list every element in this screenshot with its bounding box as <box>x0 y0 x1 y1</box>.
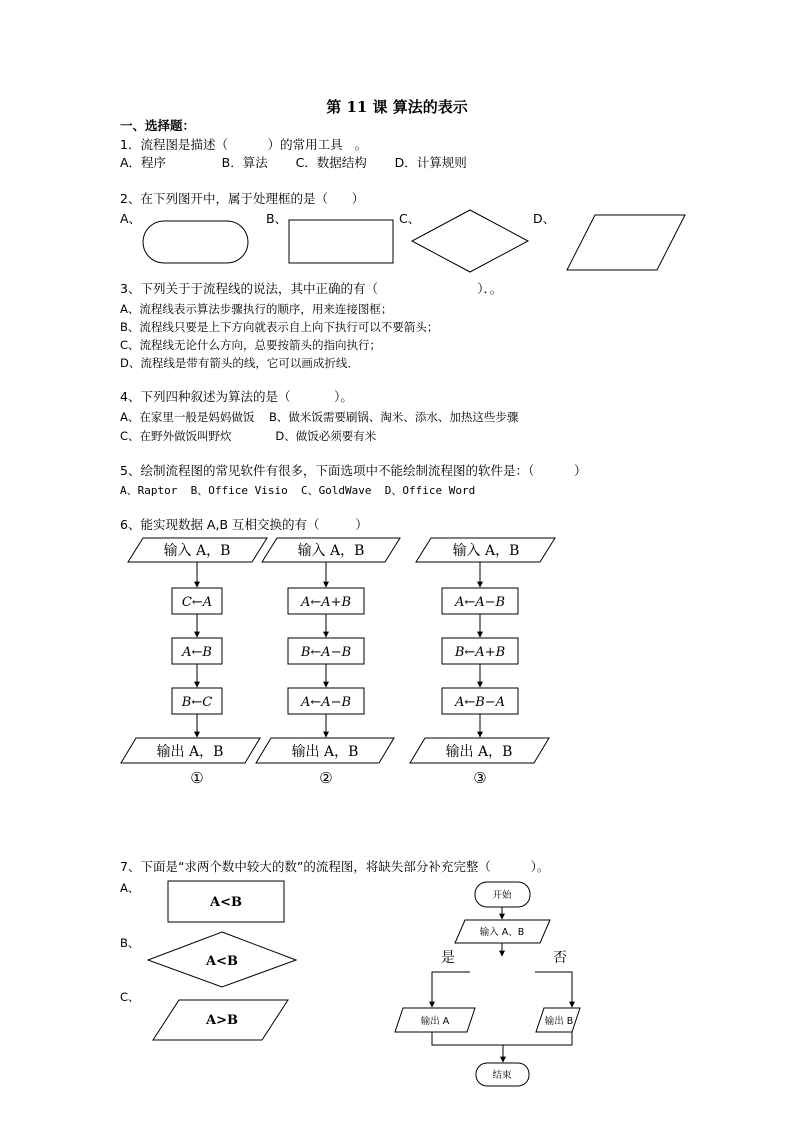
q7-flow-end: 结束 <box>492 1070 512 1081</box>
q6-chart-3-step-1: A←A−B <box>454 595 506 610</box>
q7-flow-start: 开始 <box>492 890 512 901</box>
q7-flowchart <box>0 870 794 1110</box>
q6-chart-2-output: 输出 A，B <box>291 744 359 760</box>
q6-chart-3-mark: ③ <box>473 769 487 787</box>
q4-stem: 4、下列四种叙述为算法的是（ ）。 <box>120 389 353 404</box>
q2-process-shape <box>289 220 393 263</box>
q1-options: A．程序 B．算法 C．数据结构 D．计算规则 <box>120 155 467 170</box>
q6-chart-1-step-2: A←B <box>182 645 212 660</box>
q3-option-a: A、流程线表示算法步骤执行的顺序，用来连接图框； <box>120 302 393 316</box>
q4-options-row2: C、在野外做饭叫野炊 D、做饭必须要有米 <box>120 429 377 443</box>
q6-chart-3 <box>410 538 555 787</box>
section-heading: 一、选择题： <box>120 118 196 133</box>
q7-flow-yes: 是 <box>441 950 455 966</box>
q6-chart-2-input: 输入 A，B <box>297 543 365 559</box>
q3-option-d: D、流程线是带有箭头的线，它可以画成折线． <box>120 356 359 370</box>
q2-io-shape <box>567 215 685 270</box>
q7-flow-output-a: 输出 A <box>420 1016 450 1027</box>
q6-chart-1-output: 输出 A，B <box>156 744 224 760</box>
q7-option-b-label: B、 <box>120 936 140 950</box>
q2-label-a: A、 <box>120 211 142 226</box>
q7-stem: 7、下面是“求两个数中较大的数”的流程图，将缺失部分补充完整（ ）。 <box>120 859 550 874</box>
q5-stem: 5、绘制流程图的常见软件有很多，下面选项中不能绘制流程图的软件是：（ ） <box>120 463 587 478</box>
q7-flow-input: 输入 A、B <box>479 927 525 938</box>
q6-chart-1 <box>121 538 267 787</box>
q6-chart-1-step-1: C←A <box>181 595 213 610</box>
q2-terminal-shape <box>143 221 248 263</box>
q2-label-c: C、 <box>399 211 421 226</box>
q7-option-c-label: C、 <box>120 990 140 1004</box>
q2-stem: 2、在下列图开中，属于处理框的是（ ） <box>120 191 365 206</box>
q2-shapes <box>0 205 794 285</box>
q7-flow-no: 否 <box>553 950 567 966</box>
q5-options: A、Raptor B、Office Visio C、GoldWave D、Office Word <box>120 484 476 497</box>
q6-chart-3-output: 输出 A，B <box>445 744 513 760</box>
q6-chart-2-step-1: A←A+B <box>300 595 352 610</box>
q6-chart-2-step-2: B←A−B <box>300 645 352 660</box>
q7-option-c-text: A>B <box>206 1013 238 1028</box>
q6-flowcharts <box>0 530 794 790</box>
q6-chart-2 <box>256 538 400 787</box>
q1-stem: 1．流程图是描述（ ）的常用工具 。 <box>120 137 368 152</box>
q2-decision-shape <box>412 210 528 272</box>
q6-chart-1-step-3: B←C <box>181 695 213 710</box>
q3-option-b: B、流程线只要是上下方向就表示自上向下执行可以不要箭头； <box>120 320 439 334</box>
q6-chart-1-input: 输入 A，B <box>163 543 231 559</box>
q7-flow-output-b: 输出 B <box>544 1016 574 1027</box>
q3-option-c: C、流程线无论什么方向，总要按箭头的指向执行； <box>120 338 382 352</box>
q2-label-d: D、 <box>533 211 556 226</box>
q4-options-row1: A、在家里一般是妈妈做饭 B、做米饭需要刷锅、淘米、添水、加热这些步骤 <box>120 410 519 424</box>
q6-stem: 6、能实现数据 A,B 互相交换的有（ ） <box>120 517 368 532</box>
q7-option-a-text: A<B <box>210 895 242 910</box>
q6-chart-1-mark: ① <box>190 769 204 787</box>
q6-chart-3-input: 输入 A，B <box>452 543 520 559</box>
q7-option-b-text: A<B <box>206 954 238 969</box>
q6-chart-2-mark: ② <box>319 769 333 787</box>
q6-chart-3-step-2: B←A+B <box>454 645 506 660</box>
q2-label-b: B、 <box>266 211 288 226</box>
q6-chart-2-step-3: A←A−B <box>300 695 352 710</box>
q3-stem: 3、下列关于于流程线的说法，其中正确的有（ ）．。 <box>120 281 503 296</box>
page-title: 第 11 课 算法的表示 <box>326 98 468 116</box>
q6-chart-3-step-3: A←B−A <box>454 695 506 710</box>
q7-option-a-label: A、 <box>120 881 140 895</box>
